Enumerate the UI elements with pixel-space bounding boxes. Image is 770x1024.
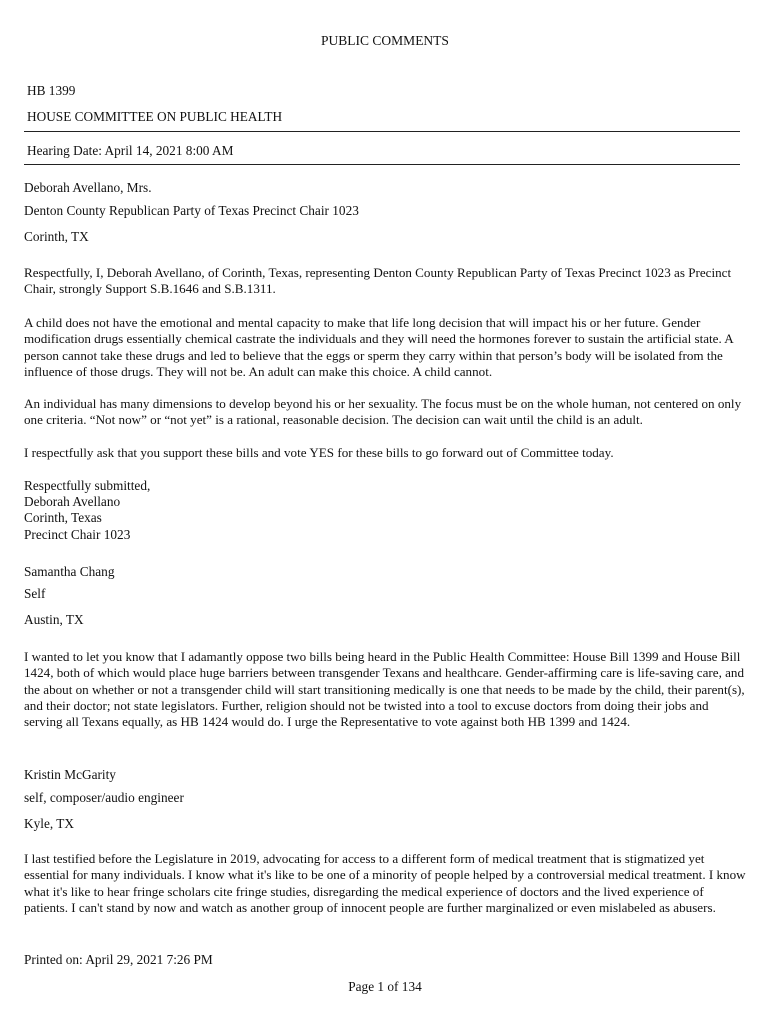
commenter-location: Austin, TX [24,612,84,627]
comment-paragraph: Respectfully, I, Deborah Avellano, of Corinth, Texas, representing Denton County Republican Party of Texas Precinct 1023 as Precinct Chair, strongly Support S.B.1646 and S.B.1311. [24,265,732,297]
commenter-affiliation: self, composer/audio engineer [24,790,184,805]
comment-paragraph: I last testified before the Legislature in 2019, advocating for access to a different form of medical treatment that is stigmatized yet essential for many individuals. I know what it's like to be one of a minority of people helped by a controversial medical treatment. I know what it's like to hear fringe scholars cite fringe studies, disregarding the medical experience of doctors and the lived experience of patients. I can't stand by now and watch as another group of innocent people are further marginalized or even mislabeled as abusers. [24,851,746,915]
committee-name: HOUSE COMMITTEE ON PUBLIC HEALTH [27,109,283,124]
comment-paragraph: A child does not have the emotional and mental capacity to make that life long decision that will impact his or her future. Gender modification drugs essentially chemical castrate the individuals and they will need the hormones forever to sustain the artificial state. A person cannot take these drugs and led to believe that the eggs or sperm they carry within that person’s body will be isolated from the influence of those drugs. They will not be. An adult can make this choice. A child cannot. [24,315,734,379]
comment-paragraph: An individual has many dimensions to develop beyond his or her sexuality. The focus must be on the whole human, not centered on only one criteria. “Not now” or “not yet” is a rational, reasonable decision. The decision can wait until the child is an adult. [24,396,742,428]
signature-line: Precinct Chair 1023 [24,527,131,542]
comment-paragraph: I wanted to let you know that I adamantly oppose two bills being heard in the Public Health Committee: House Bill 1399 and House Bill 1424, both of which would place huge barriers between transgender Texans and healthcare. Gender-affirming care is life-saving care, and the about on whether or not a transgender child will start transitioning medically is one that needs to be made by the child, their parent(s), and their doctor; not state legislators. Further, religion should not be twisted into a tool to excuse doctors from doing their jobs and serving all Texans equally, as HB 1424 would do. I urge the Representative to vote against both HB 1399 and 1424. [24,649,745,730]
printed-on: Printed on: April 29, 2021 7:26 PM [24,952,213,967]
signature-line: Deborah Avellano [24,494,121,509]
commenter-location: Corinth, TX [24,229,89,244]
header-divider-top [24,131,740,132]
commenter-location: Kyle, TX [24,816,74,831]
commenter-affiliation: Denton County Republican Party of Texas Precinct Chair 1023 [24,203,359,218]
commenter-name: Kristin McGarity [24,767,116,782]
commenter-affiliation: Self [24,586,46,601]
signature-line: Corinth, Texas [24,510,102,525]
bill-number: HB 1399 [27,83,76,98]
document-title: PUBLIC COMMENTS [321,33,449,48]
commenter-name: Deborah Avellano, Mrs. [24,180,152,195]
page-number: Page 1 of 134 [348,979,422,994]
commenter-name: Samantha Chang [24,564,115,579]
header-divider-bottom [24,164,740,165]
hearing-date: Hearing Date: April 14, 2021 8:00 AM [27,143,234,158]
signature-line: Respectfully submitted, [24,478,151,493]
comment-paragraph: I respectfully ask that you support these bills and vote YES for these bills to go forward out of Committee today. [24,445,614,460]
